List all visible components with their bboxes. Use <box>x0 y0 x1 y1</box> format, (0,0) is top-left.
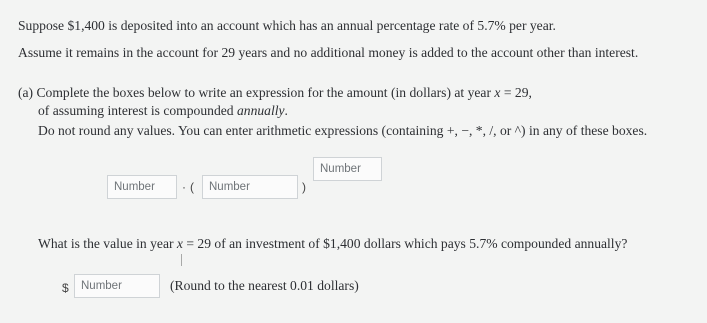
close-paren: ) <box>302 180 306 194</box>
base-number-input[interactable] <box>107 175 177 199</box>
problem-intro-line-1: Suppose $1,400 is deposited into an account which has an annual percentage rate of 5.7% per year. <box>18 18 556 33</box>
value-question-suffix: = 29 of an investment of $1,400 dollars which pays 5.7% compounded annually? <box>182 236 628 251</box>
multiply-dot: · <box>182 180 186 194</box>
part-a-heading-text: (a) Complete the boxes below to write an expression for the amount (in dollars) at year <box>18 85 495 100</box>
growth-factor-input[interactable] <box>202 175 298 199</box>
mouse-cursor <box>181 254 182 266</box>
part-a-math-var: x <box>494 85 501 100</box>
problem-intro-line-2: Assume it remains in the account for 29 years and no additional money is added to the account other than interest. <box>18 45 639 60</box>
answer-input[interactable] <box>74 274 160 298</box>
part-a-math-eq: = 29, <box>500 85 532 100</box>
part-a-line-2-prefix: of assuming interest is compounded <box>38 103 237 118</box>
open-paren: ( <box>190 180 194 194</box>
value-question-var: x <box>176 236 183 251</box>
currency-symbol: $ <box>62 281 69 295</box>
part-a-heading <box>18 85 532 101</box>
rounding-note: (Round to the nearest 0.01 dollars) <box>170 278 359 293</box>
part-a-line-2-suffix: . <box>284 103 288 118</box>
part-a-line-2 <box>38 103 288 119</box>
value-question <box>38 236 627 252</box>
part-a-line-2-italic: annually <box>236 103 285 118</box>
part-a-instructions: Do not round any values. You can enter arithmetic expressions (containing +, −, *, /, or ^) in any of these boxes. <box>38 123 648 138</box>
value-question-prefix: What is the value in year <box>38 236 177 251</box>
exponent-input[interactable] <box>313 157 382 181</box>
